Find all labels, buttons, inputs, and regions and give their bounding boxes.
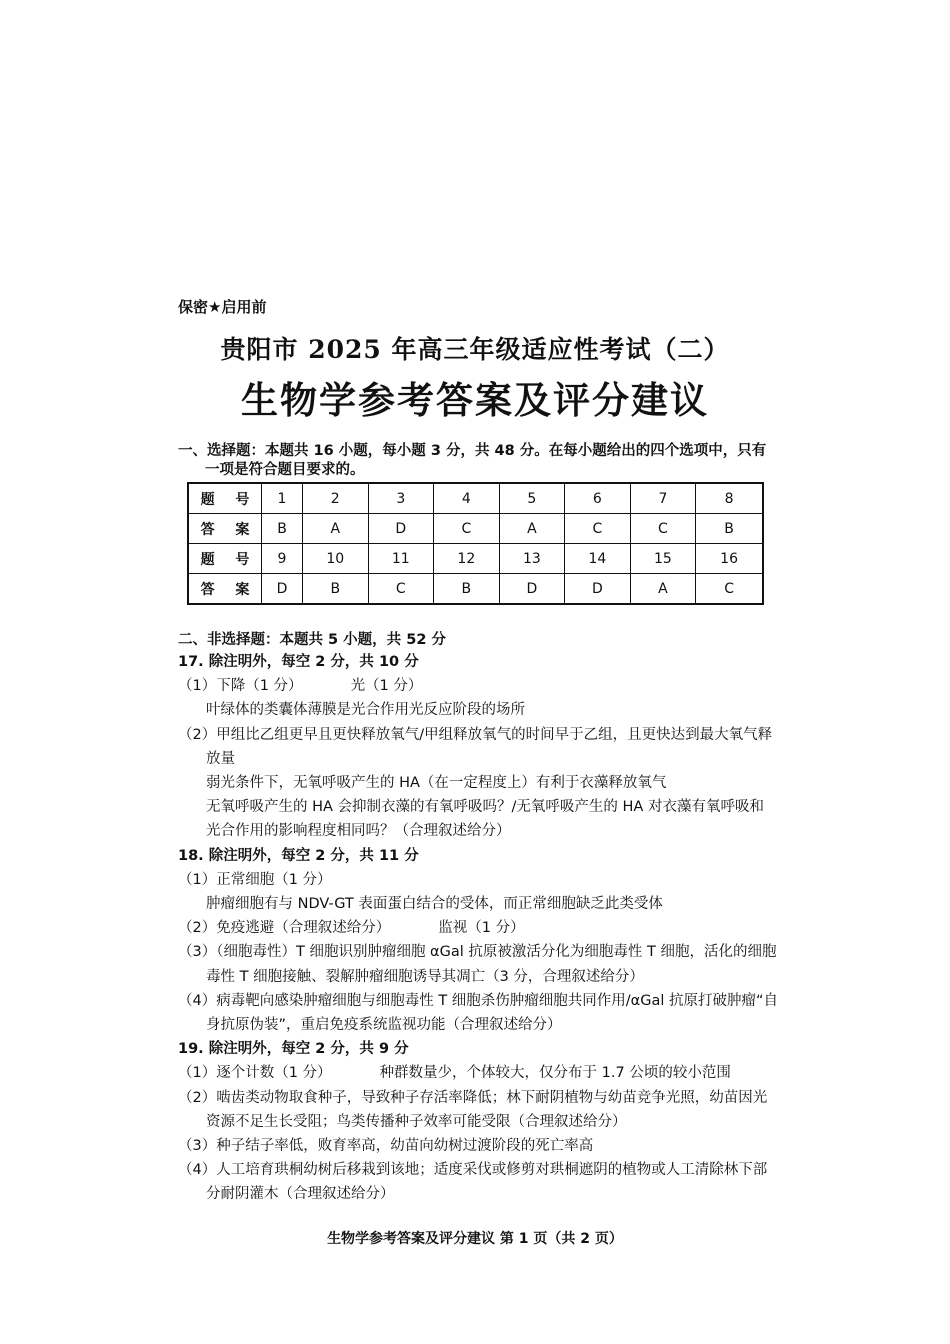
- question-number: 7: [630, 483, 696, 514]
- table-row-answers-1: [188, 514, 763, 544]
- q17-title: 17. 除注明外，每空 2 分，共 10 分: [178, 654, 419, 670]
- question-number: 1: [262, 483, 303, 514]
- section1-line2: 一项是符合题目要求的。: [205, 462, 365, 478]
- question-number: 4: [434, 483, 500, 514]
- page-footer: 生物学参考答案及评分建议 第 1 页（共 2 页）: [327, 1231, 623, 1247]
- table-row-answers-2: [188, 574, 763, 605]
- section2-heading: 二、非选择题：本题共 5 小题，共 52 分: [178, 632, 446, 648]
- section1-line1: 一、选择题：本题共 16 小题，每小题 3 分，共 48 分。在每小题给出的四个选项中，只有: [178, 443, 767, 459]
- answers-body: [178, 650, 778, 1207]
- question-number: 2: [303, 483, 369, 514]
- q19-title: 19. 除注明外，每空 2 分，共 9 分: [178, 1041, 409, 1058]
- row-label-answer: 答 案: [188, 514, 262, 544]
- q17-part1-answer-b: 光（1 分）: [350, 678, 423, 695]
- q18-title: 18. 除注明外，每空 2 分，共 11 分: [178, 847, 419, 864]
- q18-part4-answer: （4）病毒靶向感染肿瘤细胞与细胞毒性 T 细胞杀伤肿瘤细胞共同作用/αGal 抗原打破肿瘤“自身抗原伪装”，重启免疫系统监视功能（合理叙述给分）: [178, 992, 779, 1034]
- question-number: 3: [368, 483, 434, 514]
- row-label-number: 题 号: [188, 483, 262, 514]
- answer-cell: C: [696, 574, 763, 605]
- q18-part2-answer-b: 监视（1 分）: [438, 920, 525, 937]
- document-title: 生物学参考答案及评分建议: [241, 378, 709, 422]
- section1-heading: [178, 442, 778, 480]
- q18-part1-reason: 肿瘤细胞有与 NDV-GT 表面蛋白结合的受体，而正常细胞缺乏此类受体: [206, 896, 663, 913]
- answer-cell: A: [303, 514, 369, 544]
- q19-part1-answer-a: （1）逐个计数（1 分）: [178, 1065, 332, 1082]
- answer-cell: D: [368, 514, 434, 544]
- question-number: 6: [565, 483, 631, 514]
- row-label-answer: 答 案: [188, 574, 262, 605]
- confidential-label: 保密★启用前: [178, 298, 267, 316]
- question-number: 14: [565, 544, 631, 574]
- question-number: 12: [434, 544, 500, 574]
- question-number: 16: [696, 544, 763, 574]
- question-number: 8: [696, 483, 763, 514]
- q18-part2-answer-a: （2）免疫逃避（合理叙述给分）: [178, 920, 391, 937]
- q17-part2-answer-c: 无氧呼吸产生的 HA 会抑制衣藻的有氧呼吸吗？/无氧呼吸产生的 HA 对衣藻有氧呼吸和光合作用的影响程度相同吗？（合理叙述给分）: [206, 799, 764, 840]
- answer-cell: D: [565, 574, 631, 605]
- question-number: 15: [630, 544, 696, 574]
- question-number: 10: [303, 544, 369, 574]
- q17-part1-line: [178, 674, 778, 698]
- answer-cell: D: [499, 574, 565, 605]
- question-number: 11: [368, 544, 434, 574]
- answer-cell: B: [262, 514, 303, 544]
- answer-cell: D: [262, 574, 303, 605]
- exam-title: 贵阳市 2025 年高三年级适应性考试（二）: [220, 335, 730, 364]
- answer-table: [187, 482, 764, 605]
- answer-cell: A: [499, 514, 565, 544]
- table-row-numbers-2: [188, 544, 763, 574]
- answer-cell: C: [434, 514, 500, 544]
- answer-cell: C: [630, 514, 696, 544]
- answer-cell: C: [565, 514, 631, 544]
- question-number: 5: [499, 483, 565, 514]
- answer-cell: A: [630, 574, 696, 605]
- question-number: 13: [499, 544, 565, 574]
- answer-cell: C: [368, 574, 434, 605]
- answer-cell: B: [434, 574, 500, 605]
- q17-part1-answer-a: （1）下降（1 分）: [178, 678, 303, 695]
- row-label-number: 题 号: [188, 544, 262, 574]
- q19-part4-answer: （4）人工培育珙桐幼树后移栽到该地；适度采伐或修剪对珙桐遮阴的植物或人工清除林下部分耐阴灌木（合理叙述给分）: [178, 1162, 768, 1203]
- q19-part3-answer: （3）种子结子率低，败育率高，幼苗向幼树过渡阶段的死亡率高: [178, 1138, 594, 1155]
- q18-part1-answer: （1）正常细胞（1 分）: [178, 871, 332, 888]
- q18-part2-line: [178, 916, 778, 940]
- q19-part1-line: [178, 1061, 778, 1085]
- q19-part2-answer: （2）啮齿类动物取食种子，导致种子存活率降低；林下耐阴植物与幼苗竞争光照，幼苗因光资源不足生长受阻；鸟类传播种子效率可能受限（合理叙述给分）: [178, 1089, 768, 1130]
- q18-part3-answer: （3）（细胞毒性）T 细胞识别肿瘤细胞 αGal 抗原被激活分化为细胞毒性 T 细胞，活化的细胞毒性 T 细胞接触、裂解肿瘤细胞诱导其凋亡（3 分，合理叙述给分）: [178, 944, 777, 985]
- q19-part1-answer-b: 种群数量少，个体较大，仅分布于 1.7 公顷的较小范围: [379, 1065, 731, 1082]
- q17-part2-answer-b: 弱光条件下，无氧呼吸产生的 HA（在一定程度上）有利于衣藻释放氧气: [206, 775, 667, 792]
- q17-part2-answer-a: （2）甲组比乙组更早且更快释放氧气/甲组释放氧气的时间早于乙组，且更快达到最大氧气释放量: [178, 726, 773, 767]
- q17-part1-reason: 叶绿体的类囊体薄膜是光合作用光反应阶段的场所: [206, 702, 525, 719]
- question-number: 9: [262, 544, 303, 574]
- answer-cell: B: [696, 514, 763, 544]
- answer-cell: B: [303, 574, 369, 605]
- table-row-numbers-1: [188, 483, 763, 514]
